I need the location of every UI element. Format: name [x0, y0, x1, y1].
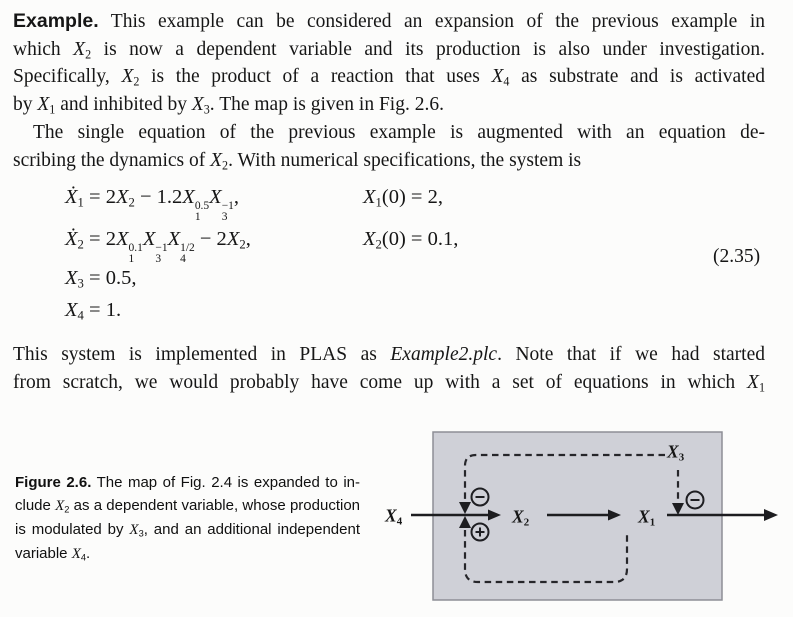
x4-label: $X_4$: [385, 505, 403, 528]
text-line: scribing the dynamics of $X_2$. With numerical specifications, the system is: [13, 149, 582, 172]
text-line: This system is implemented in PLAS as Example2.plc. Note that if we had started: [13, 344, 765, 365]
equation-lhs: $Ẋ_1 = 2X_2 - 1.2X$ 0.5 1 X −1 3 ,: [65, 186, 240, 224]
equation-lhs: $Ẋ_2 = 2X$ 0.1 1 X −1 3 X 1/2 4 − $2X_2$,: [65, 228, 251, 266]
x3-label: $X_3$: [667, 441, 685, 464]
activation-plus-icon: [472, 524, 489, 541]
equation-number: (2.35): [713, 246, 761, 267]
text-line: Specifically, $X_2$ is the product of a reaction that uses $X_4$ as substrate and is activated: [13, 66, 765, 89]
equation-block: [65, 0, 793, 340]
text-line: by $X_1$ and inhibited by $X_3$. The map is given in Fig. 2.6.: [13, 93, 444, 116]
initial-condition: $X_1(0) = 2$,: [363, 186, 443, 210]
text-line: clude $X_2$ as a dependent variable, whose production: [15, 497, 360, 515]
text-line: from scratch, we would probably have come up with a set of equations in which $X_1$: [13, 371, 765, 394]
text-line: Example. This example can be considered an expansion of the previous example in: [13, 10, 765, 32]
inhibition-minus-icon: [687, 492, 704, 509]
equation-lhs: $X_3 = 0.5$,: [65, 267, 137, 291]
arrowhead-out: [764, 509, 778, 521]
figure-caption: [15, 471, 360, 566]
x2-label: $X_2$: [512, 506, 530, 529]
initial-condition: $X_2(0) = 0.1$,: [363, 228, 459, 252]
text-line: Figure 2.6. The map of Fig. 2.4 is expanded to in-: [15, 474, 360, 491]
text-line: is modulated by $X_3$, and an additional independent: [15, 521, 360, 539]
x1-label: $X_1$: [638, 506, 656, 529]
inhibition-minus-icon: [472, 489, 489, 506]
pathway-map: [375, 420, 793, 617]
text-line: variable $X_4$.: [15, 545, 91, 563]
text-line: which $X_2$ is now a dependent variable and its production is also under investigation.: [13, 38, 765, 61]
paragraph-plas-note: [13, 341, 765, 396]
equation-lhs: $X_4 = 1$.: [65, 299, 122, 323]
figure-2-6-diagram: [375, 420, 793, 617]
text-line: The single equation of the previous example is augmented with an equation de-: [33, 122, 765, 143]
